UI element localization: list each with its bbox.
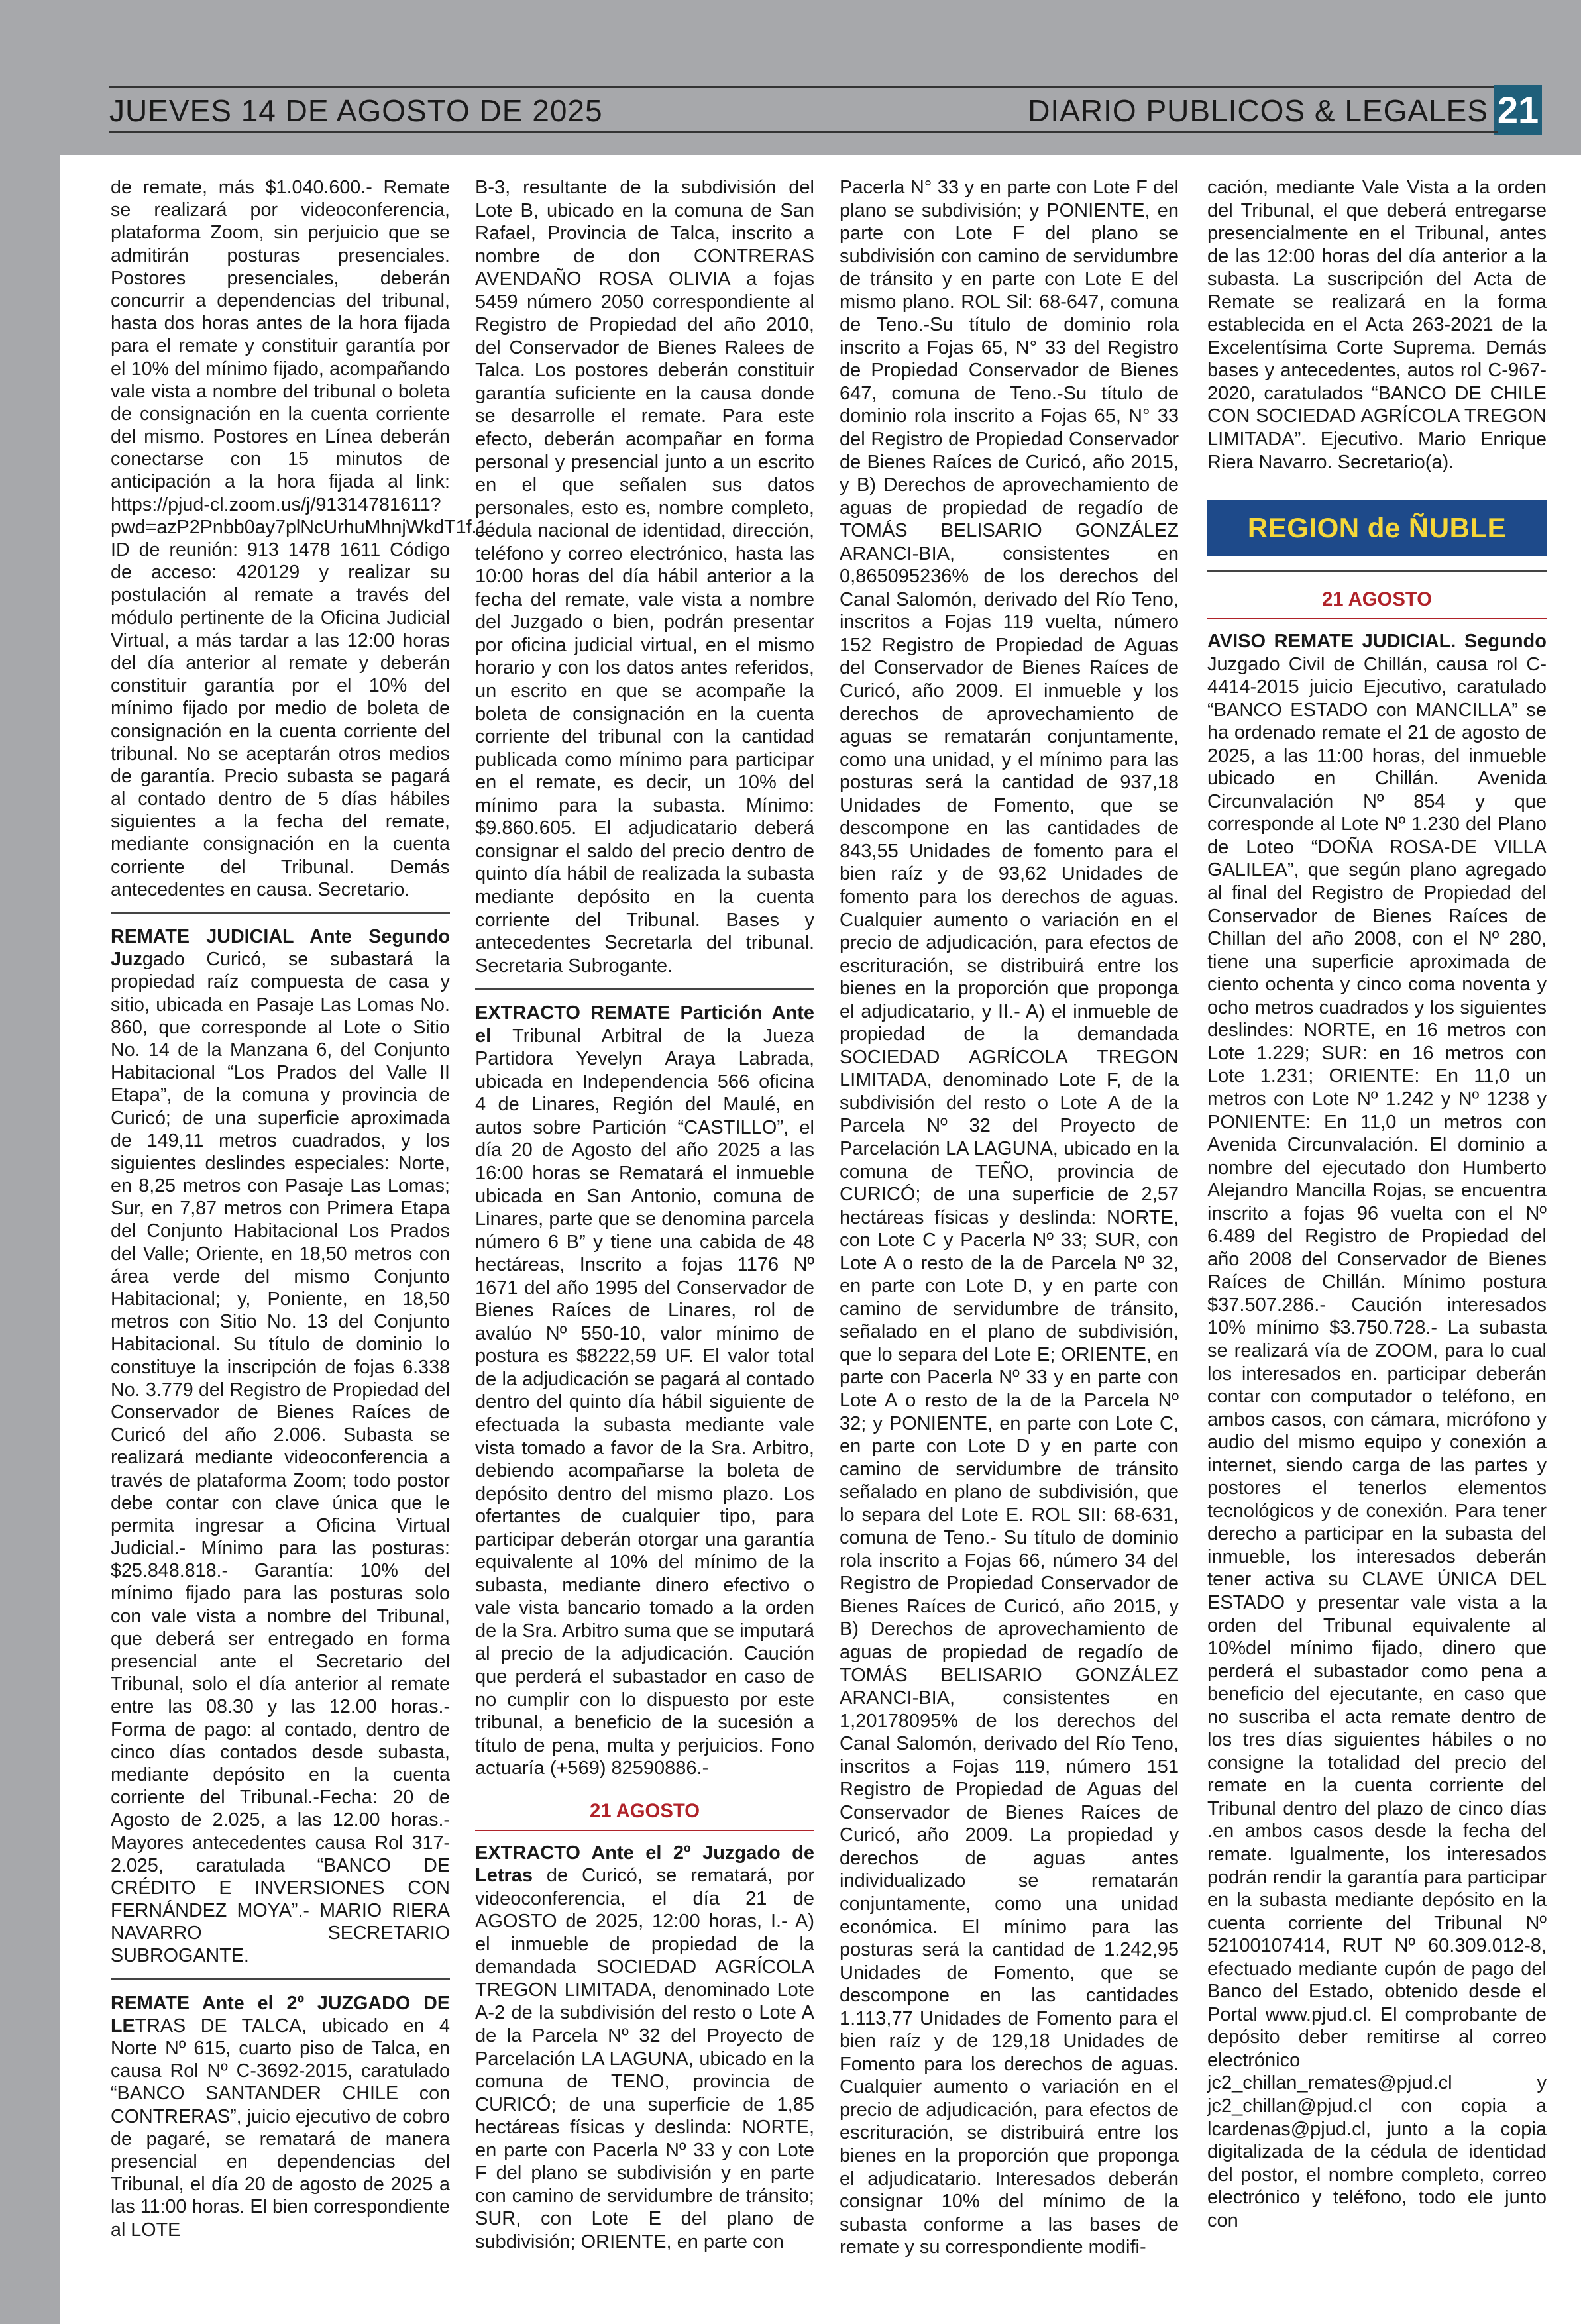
region-banner [1207,500,1547,556]
notice-body: Juzgado Civil de Chillán, causa rol C-4414-2015 juicio Ejecutivo, caratulado “BANCO ESTADO con MANCILLA” se ha ordenado remate el 21 de agosto de 2025, a las 11:00 horas, del inmueble ubicado en Chillán. Avenida Circunvalación Nº 854 y que corresponde al Lote Nº 1.230 del Plano de Loteo “DOÑA ROSA-DE VILLA GALILEA”, que según plano agregado al final del Registro de Propiedad del Conservador de Bienes Raíces de Chillan del año 2008, con el Nº 280, tiene una superficie aproximada de ciento ochenta y cinco coma noventa y ocho metros cuadrados y los siguientes deslindes: NORTE, en 16 metros con Lote 1.229; SUR: en 16 metros con Lote 1.231; ORIENTE: En 11,0 un metros con Lote Nº 1.242 y Nº 1238 y PONIENTE: En 11,0 un metros con Avenida Circunvalación. El dominio a nombre del ejecutado don Humberto Alejandro Mancilla Rojas, se encuentra inscrito a fojas 96 vuelta con el Nº 6.489 del Registro de Propiedad del año 2008 del Conservador de Bienes Raíces de Chillán. Mínimo postura $37.507.286.- Caución interesados 10% mínimo $3.750.728.- La subasta se realizará vía de ZOOM, para lo cual los interesados en. participar deberán contar con computador o teléfono, en ambos casos, con cámara, micrófono y audio del mismo equipo y conexión a internet, siendo carga de las partes y postores el tenerlos elementos tecnológicos y de conexión. Para tener derecho a participar en la subasta del inmueble, los interesados deberán tener activa su CLAVE ÚNICA DEL ESTADO y presentar vale vista a la orden del Tribunal equivalente al 10%del mínimo fijado, dinero que perderá el subastador como pena a beneficio del ejecutante, en caso que no suscriba el acta remate dentro de los tres días siguientes hábiles o no consigne la totalidad del precio del remate en la cuenta corriente del Tribunal dentro del plazo de cinco días .en ambos casos desde la fecha del remate. Igualmente, los interesados podrán rendir la garantía para participar en la subasta mediante depósito en la cuenta corriente del Tribunal Nº 52100107414, RUT Nº 60.309.012-8, efectuado mediante cupón de pago del Banco del Estado, obtenido desde el Portal www.pjud.cl. El comprobante de depósito deber remitirse al correo electrónico jc2_chillan_remates@pjud.cl y jc2_chillan@pjud.cl con copia a lcardenas@pjud.cl, junto a la copia digitalizada de la cédula de identidad del postor, el nombre completo, correo electrónico y teléfono, todo ele junto con [1207,653,1547,2231]
notice-title: EXTRACTO Ante el 2º Juzgado de Letras [475,1842,814,1887]
notice-separator [475,988,814,990]
notice-separator [111,912,450,914]
column-1 [111,176,488,2241]
notice-body: Tribunal Arbitral de la Jueza Partidora Yevelyn Araya Labrada, ubicada en Independencia 566 oficina 4 de Linares, Región del Maulé, en autos sobre Partición “CASTILLO”, el día 20 de Agosto del año 2025 a las 16:00 horas se Rematará el inmueble ubicada en San Antonio, comuna de Linares, parte que se denomina parcela número 6 B” y tiene una cabida de 48 hectáreas, Inscrito a fojas 1176 Nº 1671 del año 1995 del Conservador de Bienes Raíces de Linares, rol de avalúo Nº 550-10, valor mínimo de postura es $8222,59 UF. El valor total de la adjudicación se pagará al contado dentro del quinto día hábil siguiente de efectuada la subasta mediante vale vista tomado a favor de la Sra. Arbitro, debiendo acompañarse la boleta de depósito dentro del mismo plazo. Los ofertantes de cualquier tipo, para participar deberán otorgar una garantía equivalente al 10% del mínimo de la subasta, mediante dinero efectivo o vale vista bancario tomado a la orden de la Sra. Arbitro suma que se imputará al precio de la adjudicación. Caución que perderá el subastador en caso de no cumplir con lo dispuesto por este tribunal, a beneficio de la sucesión a título de pena, multa y perjuicios. Fono actuaría (+569) 82590886.- [475,1025,814,1779]
notice-continuation: de remate, más $1.040.600.- Remate se realizará por videoconferencia, plataforma Zoom, sin perjuicio que se admitirán posturas presenciales. Postores presenciales, deberán concurrir a dependencias del tribunal, hasta dos horas antes de la hora fijada para el remate y constituir garantía por el 10% del mínimo fijado, acompañando vale vista a nombre del tribunal o boleta de consignación en la cuenta corriente del mismo. Postores en Línea deberán conectarse con 15 minutos de anticipación a la hora fijada al link: https://pjud-cl.zoom.us/j/91314781611?pwd=azP2Pnbb0ay7plNcUrhuMhnjWkdT1f.1 ID de reunión: 913 1478 1611 Código de acceso: 420129 y realizar su postulación al remate a través del módulo pertinente de la Oficina Judicial Virtual, a más tardar a las 12:00 horas del día anterior al remate y deberán constituir garantía por el 10% del mínimo fijado por medio de boleta de consignación en la cuenta corriente del tribunal. No se aceptarán otros medios de garantía. Precio subasta se pagará al contado dentro de 5 días hábiles siguientes a la fecha del remate, mediante consignación en la cuenta corriente del Tribunal. Demás antecedentes en causa. Secretario. [111,177,488,900]
notice-continuation: cación, mediante Vale Vista a la orden del Tribunal, el que deberá entregarse presencialmente en el Tribunal, antes de las 12:00 horas del día anterior a la subasta. La suscripción del Acta de Remate se realizará en la forma establecida en el Acta 263-2021 de la Excelentísima Corte Suprema. Demás bases y antecedentes, autos rol C-967-2020, caratulados “BANCO DE CHILE CON SOCIEDAD AGRÍCOLA TREGON LIMITADA”. Ejecutivo. Mario Enrique Riera Navarro. Secretario(a). [1207,177,1547,473]
notice-title: REMATE JUDICIAL [111,926,294,947]
date-heading: 21 AGOSTO [589,1799,700,1822]
date-heading-rule [1207,618,1547,619]
notice-lead: Ante Segundo Juz [111,926,450,971]
notice-continuation: Pacerla N° 33 y en parte con Lote F del plano se subdivisión; y PONIENTE, en parte con Lote F del plano se subdivisión con camino de servidumbre de tránsito y en parte con Lote E del mismo plano. ROL Sil: 68-647, comuna de Teno.-Su título de dominio rola inscrito a Fojas 65, N° 33 del Registro de Propiedad Conservador de Bienes 647, comuna de Teno.-Su título de dominio rola inscrito a Fojas 65, N° 33 del Registro de Propiedad Conservador de Bienes Raíces de Curicó, año 2015, y B) Derechos de aprovechamiento de aguas de propiedad de regadío de TOMÁS BELISARIO GONZÁLEZ ARANCI-BIA, consistentes en 0,865095236% de los derechos del Canal Salomón, derivado del Río Teno, inscritos a Fojas 119 vuelta, número 152 Registro de Propiedad de Aguas del Conservador de Bienes Raíces de Curicó, año 2009. El inmueble y los derechos de aprovechamiento de aguas se rematarán conjuntamente, como una unidad, y el mínimo para las posturas será la cantidad de 937,18 Unidades de Fomento, que se descompone en las cantidades de 843,55 Unidades de fomento para el bien raíz y de 93,62 Unidades de fomento para los derechos de aguas. Cualquier aumento o variación en el precio de adjudicación, para efectos de escrituración, se distribuirá entre los bienes en la proporción que proponga el adjudicatario, y II.- A) el inmueble de propiedad de la demandada SOCIEDAD AGRÍCOLA TREGON LIMITADA, denominado Lote F, de la subdivisión del resto o Lote A de la Parcela Nº 32 del Proyecto de Parcelación LA LAGUNA, ubicado en la comuna de TEÑO, provincia de CURICÓ; de una superficie de 2,57 hectáreas físicas y deslinda: NORTE, con Lote C y Pacerla Nº 33; SUR, con Lote A o resto de la de Parcela Nº 32, en parte con Lote D, y en parte con camino de servidumbre de tránsito, señalado en el plano de subdivisión, que lo separa del Lote E; ORIENTE, en parte con Pacerla Nº 33 y en parte con Lote A o resto de la de la Parcela Nº 32; y PONIENTE, en parte con Lote C, en parte con Lote D y en parte con camino de servidumbre de tránsito señalado en plano de subdivisión, que lo separa del Lote E. ROL SII: 68-631, comuna de Teno.- Su título de dominio rola inscrito a Fojas 66, número 34 del Registro de Propiedad Conservador de Bienes Raíces de Curicó, año 2015, y B) Derechos de aprovechamiento de aguas de propiedad de regadío de TOMÁS BELISARIO GONZÁLEZ ARANCI-BIA, consistentes en 1,20178095% de los derechos del Canal Salomón, derivado del Río Teno, inscritos a Fojas 119, número 151 Registro de Propiedad de Aguas del Conservador de Bienes Raíces de Curicó, año 2009. La propiedad y derechos de aguas antes individualizado se rematarán conjuntamente, como una unidad económica. El mínimo para las posturas será la cantidad de 1.242,95 Unidades de Fomento, que se descompone en las cantidades 1.113,77 Unidades de Fomento para el bien raíz y de 129,18 Unidades de Fomento para los derechos de aguas. Cualquier aumento o variación en el precio de adjudicación, para efectos de escrituración, se distribuirá entre los bienes en la proporción que proponga el adjudicatario. Interesados deberán consignar 10% del mínimo de la subasta conforme a las bases de remate y su correspondiente modifi- [840,177,1179,2258]
date-heading-rule [475,1830,814,1831]
notice-body: TRAS DE TALCA, ubicado en 4 Norte Nº 615, cuarto piso de Talca, en causa Rol Nº C-3692-2015, caratulado “BANCO SANTANDER CHILE con CONTRERAS”, juicio ejecutivo de cobro de pagaré, se rematará de manera presencial en dependencias del Tribunal, el día 20 de agosto de 2025 a las 11:00 horas. El bien correspondiente al LOTE [111,2015,450,2241]
notice-remate-curico [111,925,450,1968]
notice-body: de Curicó, se rematará, por videoconferencia, el día 21 de AGOSTO de 2025, 12:00 horas, I.- A) el inmueble de propiedad de la demandada SOCIEDAD AGRÍCOLA TREGON LIMITADA, denominado Lote A-2 de la subdivisión del resto o Lote A de la Parcela Nº 32 del Proyecto de Parcelación LA LAGUNA, ubicado en la comuna de TENO, provincia de CURICÓ; de una superficie de 1,85 hectáreas físicas y deslinda: NORTE, en parte con Pacerla Nº 33 y con Lote F del plano se subdivisión y en parte con camino de servidumbre de tránsito; SUR, con Lote E del plano de subdivisión; ORIENTE, en parte con [475,1865,814,2252]
notice-extracto-curico [475,1842,814,2254]
region-banner-label: REGION de ÑUBLE [1247,511,1507,543]
notice-remate-talca [111,1992,450,2241]
region-rule [1207,570,1547,572]
header-top-rule [109,86,1498,88]
date-heading: 21 AGOSTO [1321,588,1433,611]
notice-continuation: B-3, resultante de la subdivisión del Lote B, ubicado en la comuna de San Rafael, Provincia de Talca, inscrito a nombre de don CONTRERAS AVENDAÑO ROSA OLIVIA a fojas 5459 número 2050 correspondiente al Registro de Propiedad del año 2010, del Conservador de Bienes Ralees de Talca. Los postores deberán constituir garantía suficiente en la causa donde se desarrolle el remate. Para este efecto, deberán acompañar en forma personal y presencial junto a un escrito en el que señalen sus datos personales, esto es, nombre completo, cédula nacional de identidad, dirección, teléfono y correo electrónico, hasta las 10:00 horas del día hábil anterior a la fecha del remate, vale vista a nombre del Juzgado o bien, podrán presentar por oficina judicial virtual, en el mismo horario y con los datos antes referidos, un escrito en que se acompañe la boleta de consignación en la cuenta corriente del tribunal con la cantidad publicada como mínimo para participar en el remate, es decir, un 10% del mínimo para la subasta. Mínimo: $9.860.605. El adjudicatario deberá consignar el saldo del precio dentro de quinto día hábil de realizada la subasta mediante depósito en la cuenta corriente del Tribunal. Bases y antecedentes Secretarla del tribunal. Secretaria Subrogante. [475,177,814,977]
publication-name: DIARIO PUBLICOS & LEGALES [1028,93,1488,128]
column-3 [840,176,1179,2259]
notice-body: gado Curicó, se subastará la propiedad raíz compuesta de casa y sitio, ubicada en Pasaje Las Lomas No. 860, que corresponde al Lote o Sitio No. 14 de la Manzana 6, del Conjunto Habitacional “Los Prados del Valle II Etapa”, de la comuna y provincia de Curicó; de una superficie aproximada de 149,11 metros cuadrados, y los siguientes deslindes especiales: Norte, en 8,25 metros con Pasaje Las Lomas; Sur, en 7,87 metros con Primera Etapa del Conjunto Habitacional Los Prados del Valle; Oriente, en 18,50 metros con área verde del mismo Conjunto Habitacional; y, Poniente, en 18,50 metros con Sitio No. 13 del Conjunto Habitacional. Su título de dominio lo constituye la inscripción de fojas 6.338 No. 3.779 del Registro de Propiedad del Conservador de Bienes Raíces de Curicó del año 2.006. Subasta se realizará mediante videoconferencia a través de plataforma Zoom; todo postor debe contar con clave única que le permita ingresar a Oficina Virtual Judicial.- Mínimo para las posturas: $25.848.818.- Garantía: 10% del mínimo fijado para las posturas solo con vale vista a nombre del Tribunal, que deberá ser entregado en forma presencial ante el Secretario del Tribunal, solo el día anterior al remate entre las 08.30 y las 12.00 horas.- Forma de pago: al contado, dentro de cinco días contados desde subasta, mediante depósito en la cuenta corriente del Tribunal.-Fecha: 20 de Agosto de 2.025, a las 12.00 horas.- Mayores antecedentes causa Rol 317-2.025, caratulada “BANCO DE CRÉDITO E INVERSIONES CON FERNÁNDEZ MOYA”.- MARIO RIERA NAVARRO SECRETARIO SUBROGANTE. [111,949,450,1967]
header-bottom-rule [109,131,1498,133]
notice-aviso-chillan [1207,630,1547,2232]
notice-title: AVISO REMATE JUDICIAL. Segundo [1207,631,1547,653]
column-2 [475,176,814,2253]
page-number-badge: 21 [1494,85,1542,135]
notice-title: REMATE Ante el 2º JUZGADO DE LE [111,1992,450,2036]
issue-date: JUEVES 14 DE AGOSTO DE 2025 [109,93,603,128]
notice-separator [111,1978,450,1980]
column-4 [1207,176,1547,2232]
notice-title: EXTRACTO REMATE Partición Ante el [475,1002,814,1047]
page-header [0,0,1581,155]
notice-particion-castillo [475,1002,814,1780]
